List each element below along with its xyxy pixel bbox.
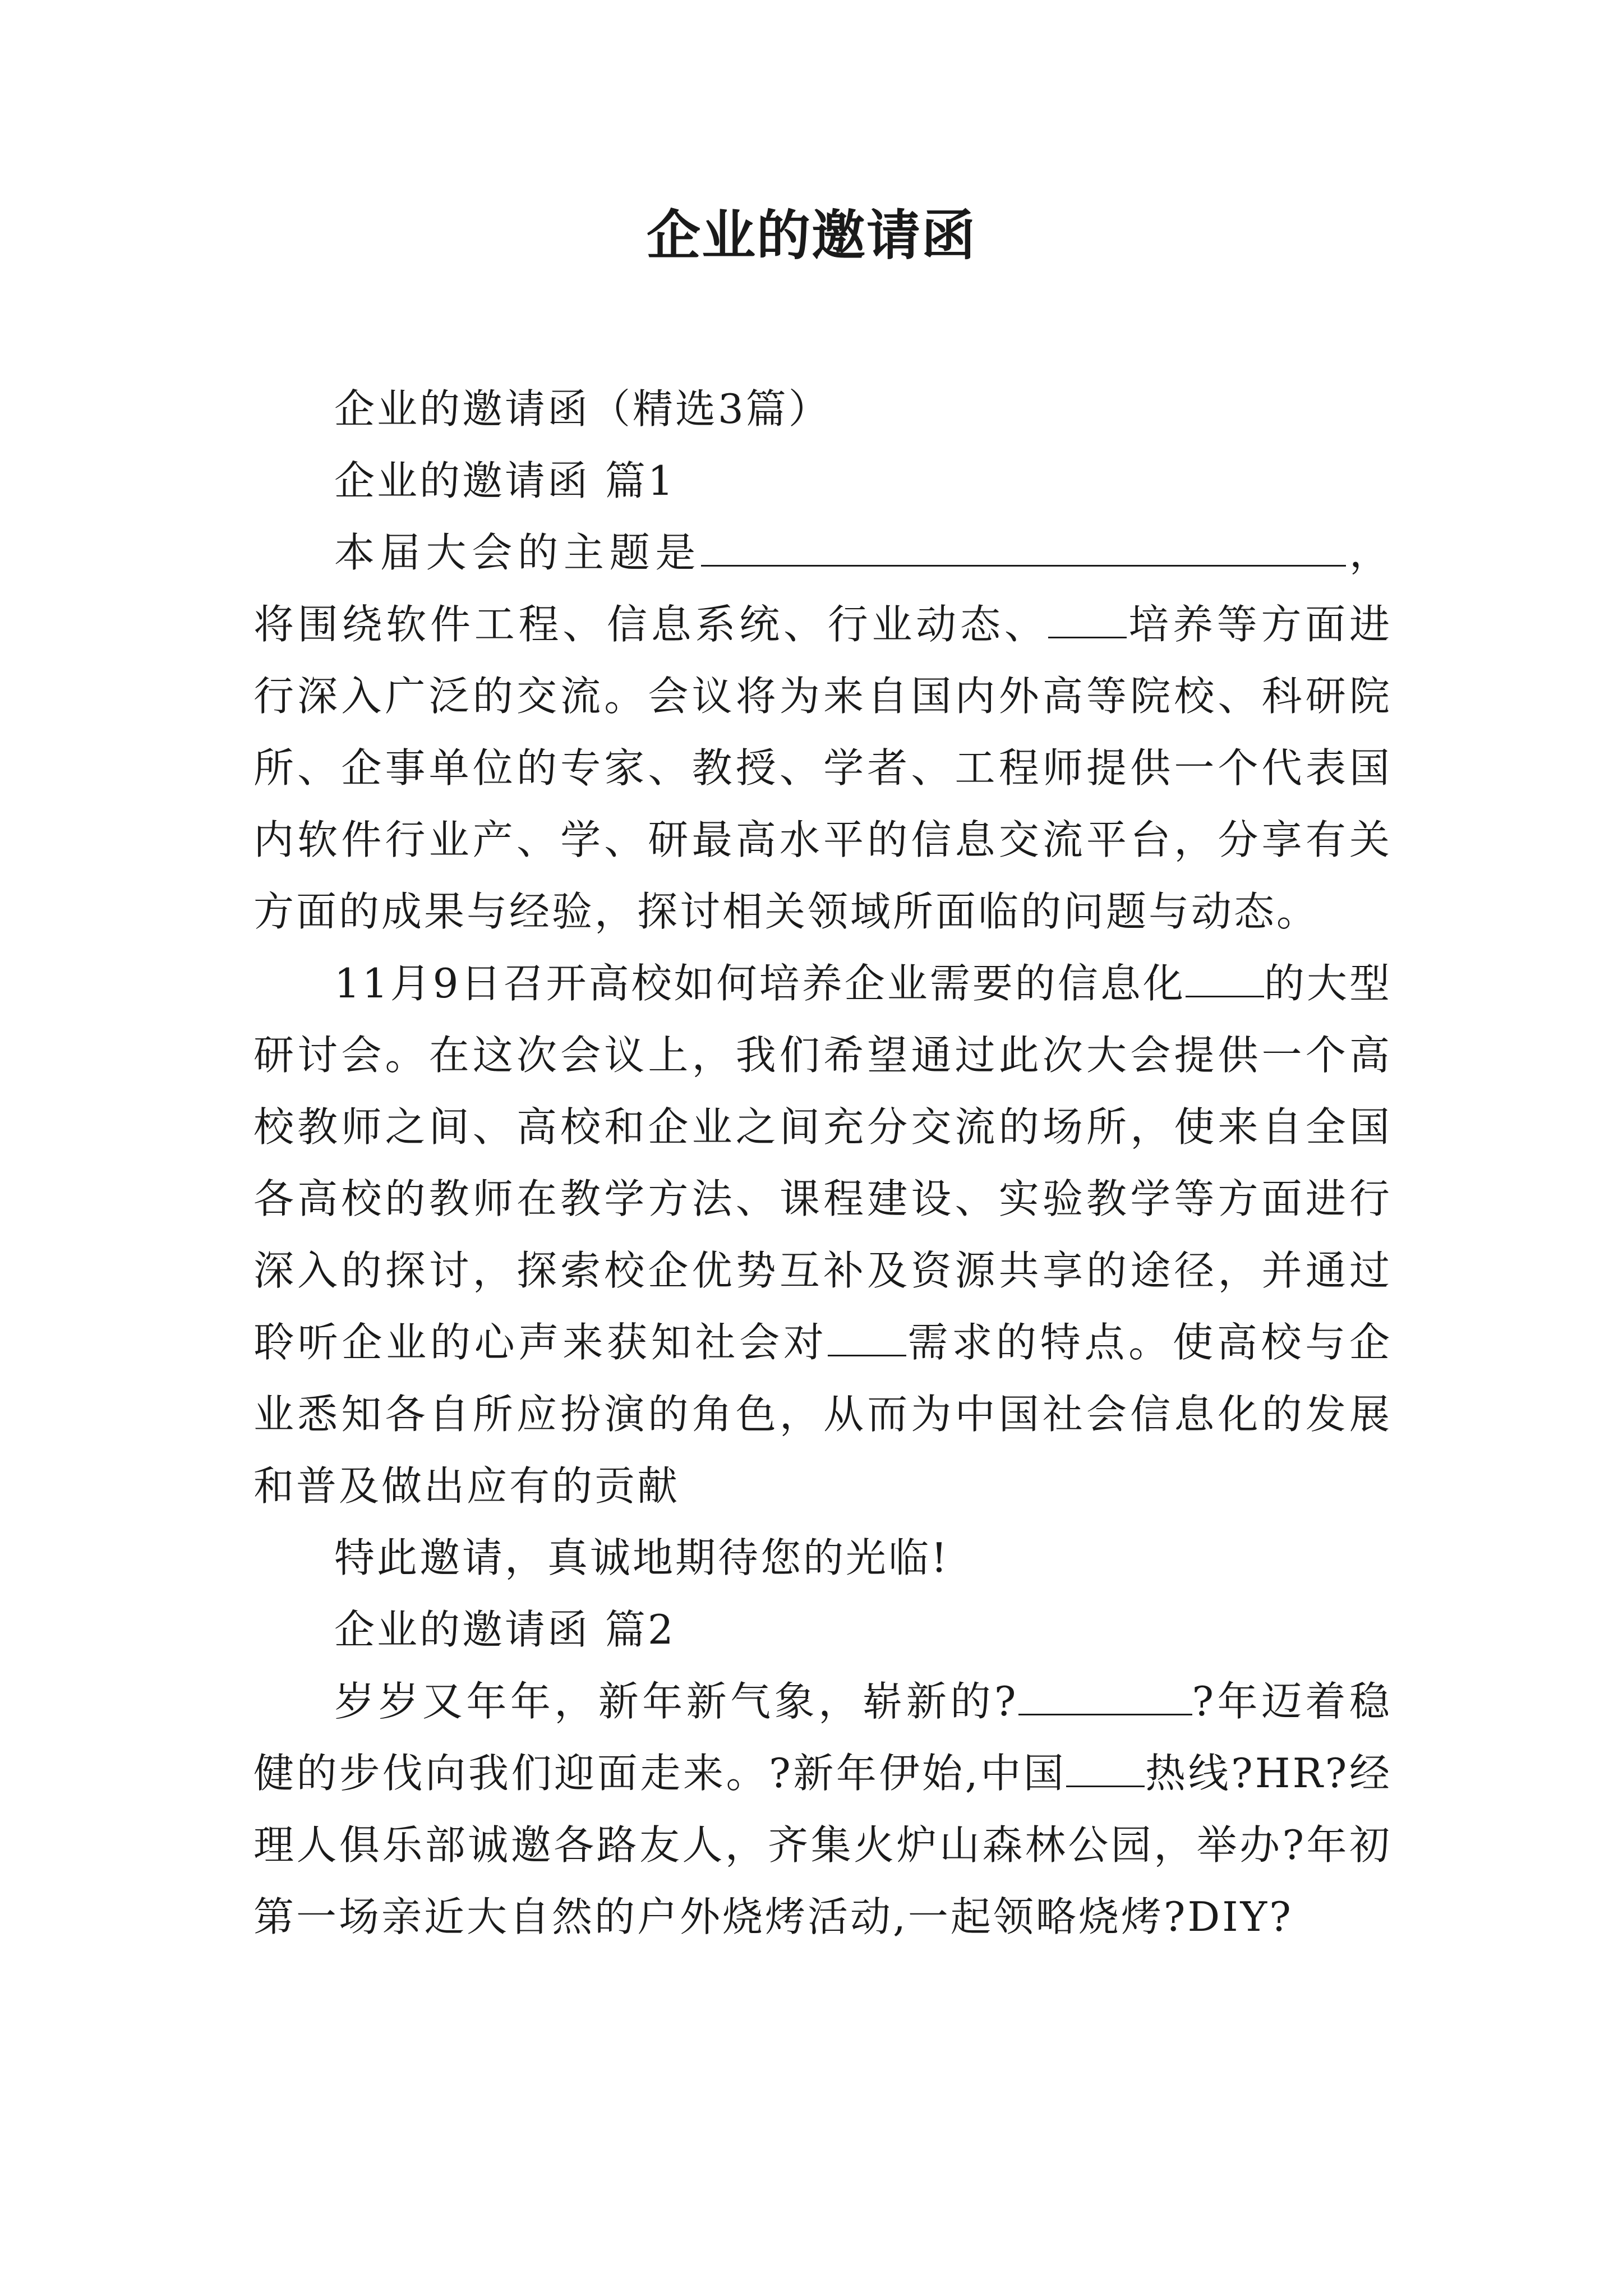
fill-in-blank (701, 526, 1346, 567)
text-run: 岁岁又年年，新年新气象，崭新的? (334, 1678, 1018, 1725)
fill-in-blank (1018, 1674, 1192, 1715)
paragraph-seminar-details (253, 947, 1392, 1522)
fill-in-blank (1048, 597, 1127, 638)
text-run: 培养等方面进行深入广泛的交流。会议将为来自国内外高等院校、科研院所、企事单位的专家、教授、学者、工程师提供一个代表国内软件行业产、学、研最高水平的信息交流平台，分享有关方面的成果与经验，探讨相关领域所面临的问题与动态。 (253, 601, 1392, 935)
paragraph-collection-title: 企业的邀请函（精选3篇） (334, 385, 831, 432)
document-body (253, 373, 1392, 1953)
fill-in-blank (1186, 956, 1264, 997)
paragraph-closing-invitation: 特此邀请，真诚地期待您的光临! (334, 1534, 949, 1581)
text-run: 11月9日召开高校如何培养企业需要的信息化 (334, 960, 1186, 1007)
text-run: ?年迈着稳健的步伐向我们迎面走来。?新年伊始,中国 (253, 1678, 1392, 1797)
fill-in-blank (1066, 1746, 1145, 1787)
paragraph-conference-theme (253, 517, 1392, 947)
text-run: ，将围绕软件工程、信息系统、行业动态、 (253, 529, 1392, 648)
text-run: 本届大会的主题是 (334, 529, 702, 576)
paragraph-section-heading-1: 企业的邀请函 篇1 (334, 457, 676, 504)
document-title: 企业的邀请函 (647, 204, 976, 267)
text-run: 需求的特点。使高校与企业悉知各自所应扮演的角色，从而为中国社会信息化的发展和普及做出应有的贡献 (253, 1319, 1392, 1510)
text-run: 的大型研讨会。在这次会议上，我们希望通过此次大会提供一个高校教师之间、高校和企业之间充分交流的场所，使来自全国各高校的教师在教学方法、课程建设、实验教学等方面进行深入的探讨，探索校企优势互补及资源共享的途径，并通过聆听企业的心声来获知社会对 (253, 960, 1392, 1366)
text-run: 热线?HR?经理人俱乐部诚邀各路友人，齐集火炉山森林公园，举办?年初第一场亲近大自然的户外烧烤活动,一起领略烧烤?DIY? (253, 1750, 1392, 1940)
fill-in-blank (828, 1315, 906, 1356)
paragraph-new-year-event (253, 1665, 1392, 1953)
paragraph-section-heading-2: 企业的邀请函 篇2 (334, 1606, 676, 1653)
